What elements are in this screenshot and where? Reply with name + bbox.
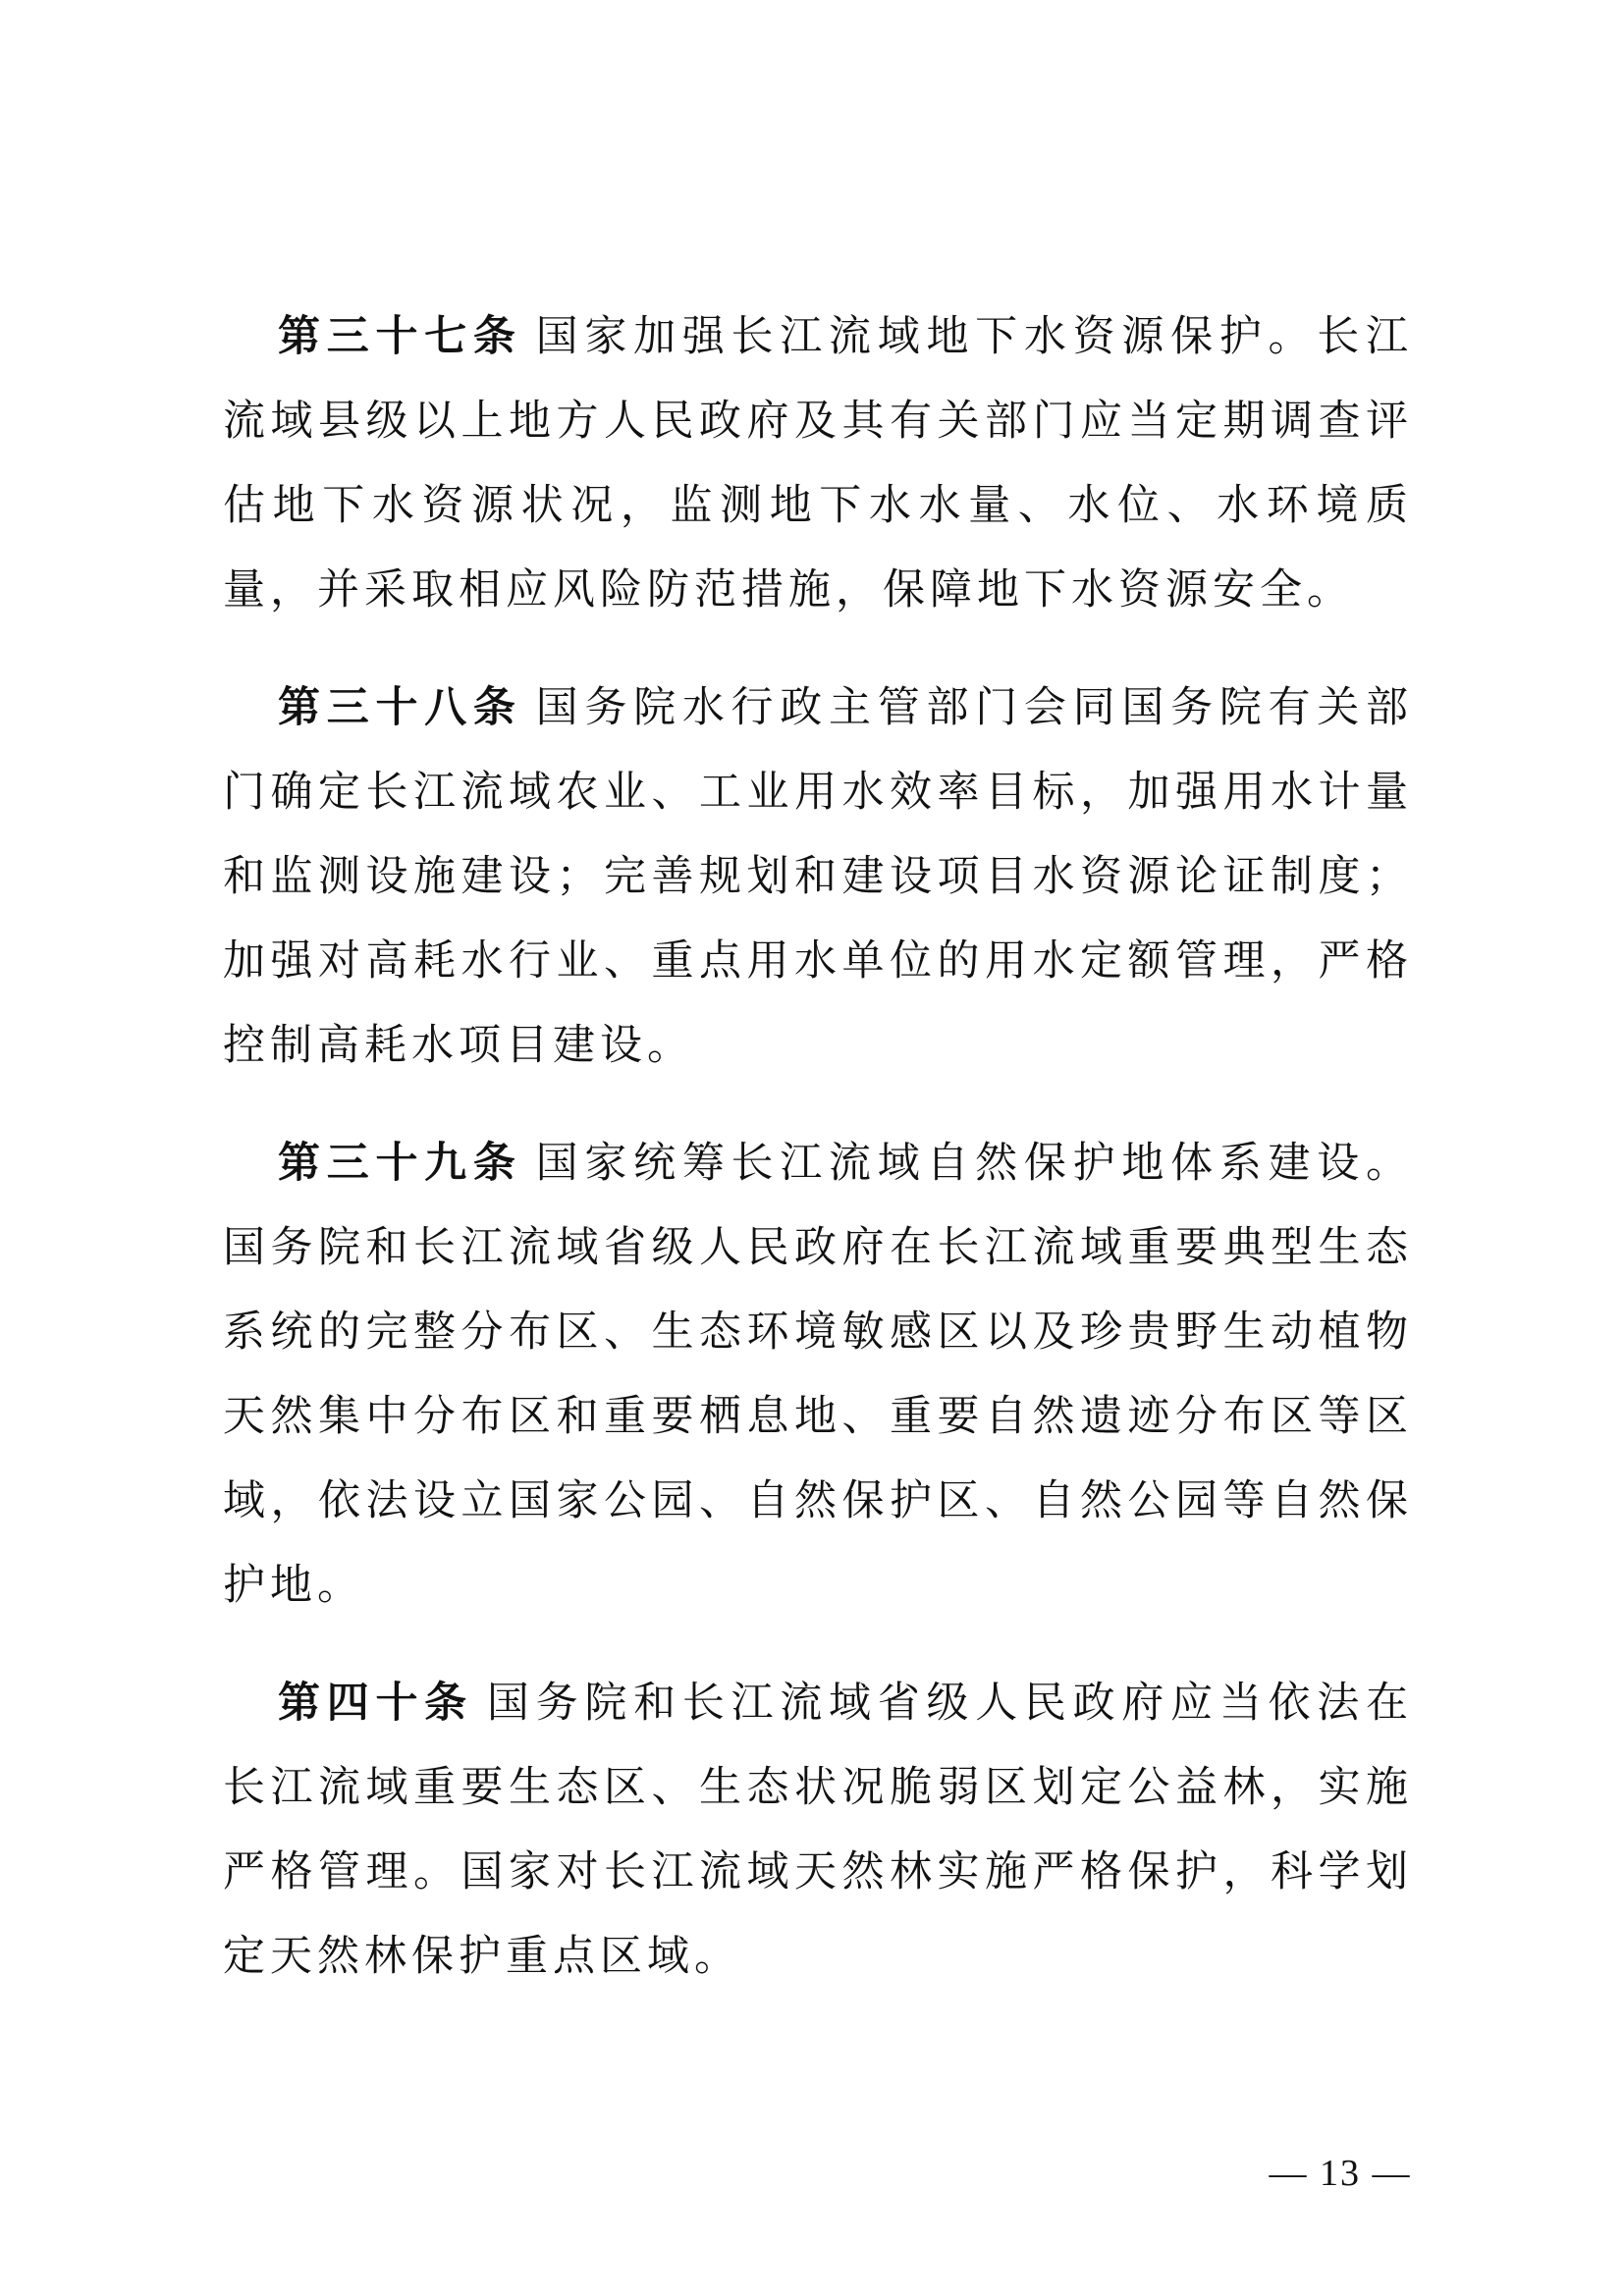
page-number: — 13 — bbox=[1269, 2153, 1412, 2194]
article-text: 国务院和长江流域省级人民政府应当依法在长江流域重要生态区、生态状况脆弱区划定公益林，实施严格管理。国家对长江流域天然林实施严格保护，科学划定天然林保护重点区域。 bbox=[223, 1679, 1414, 1981]
article-text: 国务院水行政主管部门会同国务院有关部门确定长江流域农业、工业用水效率目标，加强用水计量和监测设施建设；完善规划和建设项目水资源论证制度；加强对高耗水行业、重点用水单位的用水定额管理，严格控制高耗水项目建设。 bbox=[223, 683, 1414, 1070]
article-number: 第四十条 bbox=[278, 1679, 473, 1728]
article-37 bbox=[223, 294, 1413, 632]
article-40 bbox=[223, 1661, 1413, 1999]
article-text: 国家加强长江流域地下水资源保护。长江流域县级以上地方人民政府及其有关部门应当定期调查评估地下水资源状况，监测地下水水量、水位、水环境质量，并采取相应风险防范措施，保障地下水资源安全。 bbox=[223, 312, 1414, 614]
document-body bbox=[223, 294, 1413, 2032]
article-number: 第三十七条 bbox=[278, 312, 522, 361]
article-number: 第三十九条 bbox=[278, 1139, 522, 1188]
article-39 bbox=[223, 1121, 1413, 1628]
article-38 bbox=[223, 666, 1413, 1088]
article-text: 国家统筹长江流域自然保护地体系建设。国务院和长江流域省级人民政府在长江流域重要典型生态系统的完整分布区、生态环境敏感区以及珍贵野生动植物天然集中分布区和重要栖息地、重要自然遗迹分布区等区域，依法设立国家公园、自然保护区、自然公园等自然保护地。 bbox=[223, 1139, 1414, 1610]
article-number: 第三十八条 bbox=[278, 683, 522, 732]
